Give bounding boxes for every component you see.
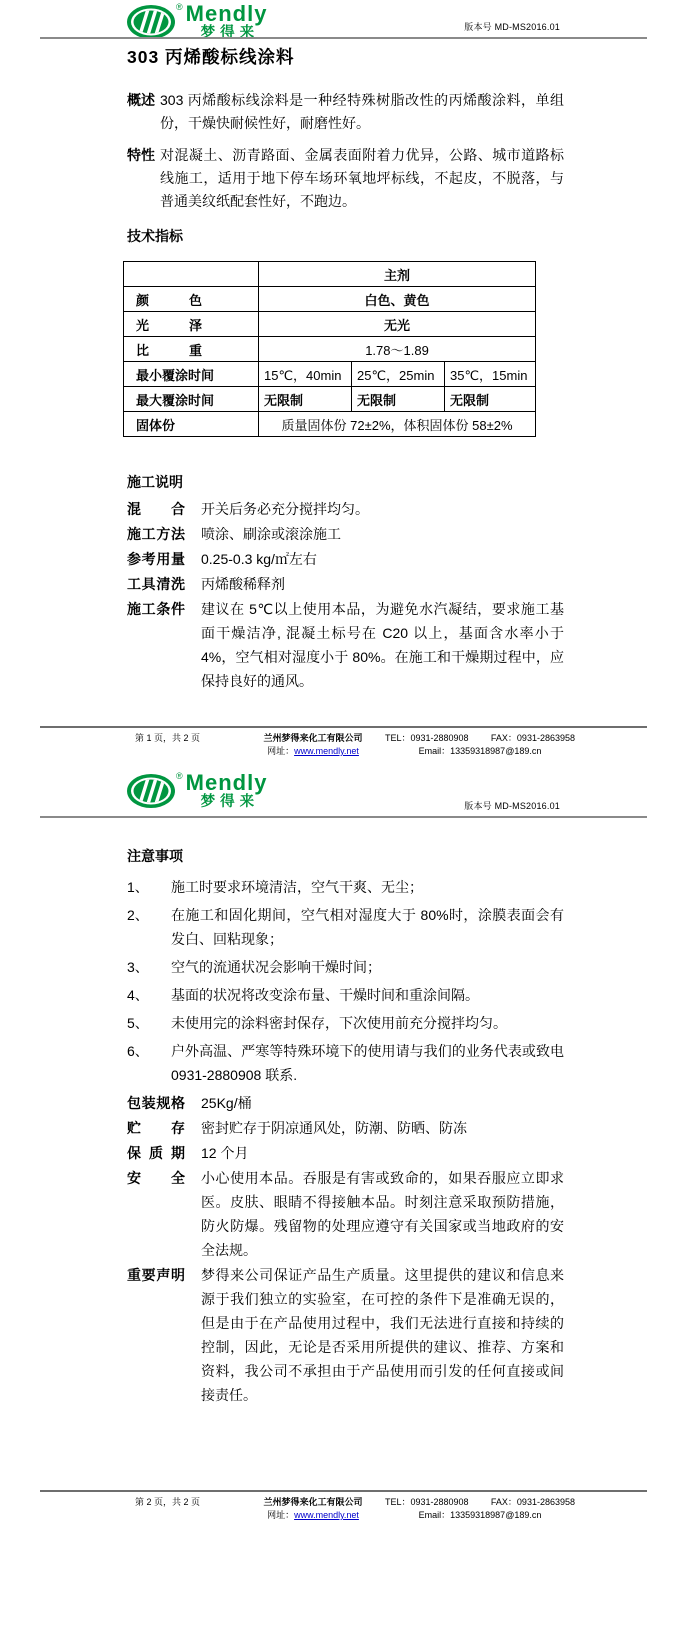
brand-name-cn: 梦得来 [200, 794, 260, 810]
tool-cleaning-label: 工具清洗 [127, 576, 185, 592]
method-label: 施工方法 [127, 526, 185, 542]
note-text: 基面的状况将改变涂布量、干燥时间和重涂间隔。 [171, 987, 479, 1003]
dosage-label: 参考用量 [127, 551, 185, 567]
features-paragraph [127, 144, 564, 213]
mixing-text: 开关后务必充分搅拌均匀。 [201, 501, 369, 517]
note-item [127, 983, 564, 1007]
table-row [124, 262, 536, 287]
note-item [127, 1011, 564, 1035]
method-text: 喷涂、刷涂或滚涂施工 [201, 526, 341, 542]
main-agent-header: 主剂 [259, 262, 536, 287]
color-label: 颜色 [136, 292, 202, 308]
tool-cleaning-text: 丙烯酸稀释剂 [201, 576, 285, 592]
table-row [124, 337, 536, 362]
max-recoat-3: 无限制 [445, 387, 536, 412]
tel-number: TEL：0931-2880908 [385, 733, 469, 743]
header-rule [40, 37, 647, 39]
table-row [124, 387, 536, 412]
brand-name-en: Mendly [185, 1, 268, 26]
storage-label: 贮存 [127, 1120, 185, 1136]
method-row [127, 522, 564, 546]
storage-text: 密封贮存于阴凉通风处，防潮、防晒、防冻 [201, 1120, 467, 1136]
packaging-text: 25Kg/桶 [201, 1095, 252, 1111]
min-recoat-25c: 25℃，25min [352, 362, 445, 387]
storage-row [127, 1116, 564, 1140]
tech-specs-table [123, 261, 536, 437]
email-address: Email：13359318987@189.cn [418, 1510, 542, 1520]
note-number: 1、 [127, 879, 149, 895]
empty-cell [124, 262, 259, 287]
table-row [124, 412, 536, 437]
note-number: 3、 [127, 959, 149, 975]
note-item [127, 875, 564, 899]
features-label: 特性 [127, 147, 155, 163]
shelf-life-row [127, 1141, 564, 1165]
mendly-logo-icon [126, 772, 180, 810]
gloss-label: 光泽 [136, 317, 202, 333]
min-recoat-15c: 15℃，40min [259, 362, 352, 387]
website-link[interactable]: www.mendly.net [294, 746, 359, 756]
min-recoat-label: 最小覆涂时间 [124, 362, 259, 387]
tool-cleaning-row [127, 572, 564, 596]
website-label: 网址： [267, 1510, 295, 1520]
mixing-label: 混合 [127, 501, 185, 517]
note-number: 4、 [127, 987, 149, 1003]
gloss-value: 无光 [259, 312, 536, 337]
website-label: 网址： [267, 746, 295, 756]
safety-label: 安全 [127, 1170, 185, 1186]
conditions-row [127, 597, 564, 693]
tech-specs-heading: 技术指标 [127, 228, 183, 244]
table-row [124, 362, 536, 387]
conditions-label: 施工条件 [127, 601, 185, 617]
table-row [124, 312, 536, 337]
version-label: 版本号 MD-MS2016.01 [464, 22, 560, 32]
table-row [124, 287, 536, 312]
note-text: 户外高温、严寒等特殊环境下的使用请与我们的业务代表或致电 0931-2880908 联系. [171, 1043, 564, 1083]
note-number: 2、 [127, 907, 149, 923]
conditions-text: 建议在 5℃以上使用本品，为避免水汽凝结，要求施工基面干燥洁净, 混凝土标号在 C20 以上，基面含水率小于 4%，空气相对湿度小于 80%。在施工和干燥期过程中，应保持良好的通风。 [201, 601, 564, 689]
note-number: 5、 [127, 1015, 149, 1031]
note-item [127, 1039, 564, 1087]
note-text: 在施工和固化期间，空气相对湿度大于 80%时，涂膜表面会有发白、回粘现象； [171, 907, 564, 947]
construction-heading: 施工说明 [127, 474, 183, 490]
note-text: 未使用完的涂料密封保存，下次使用前充分搅拌均匀。 [171, 1015, 507, 1031]
shelf-life-text: 12 个月 [201, 1145, 249, 1161]
note-text: 施工时要求环境清洁，空气干爽、无尘； [171, 879, 423, 895]
safety-text: 小心使用本品。吞服是有害或致命的，如果吞服应立即求医。皮肤、眼睛不得接触本品。时刻注意采取预防措施，防火防爆。残留物的处理应遵守有关国家或当地政府的安全法规。 [201, 1170, 564, 1258]
brand-name-en: Mendly [185, 770, 268, 795]
storage-safety-section [127, 1091, 564, 1407]
product-title: 303 丙烯酸标线涂料 [127, 47, 295, 67]
company-logo [126, 3, 267, 41]
precautions-list [127, 875, 564, 1087]
note-text: 空气的流通状况会影响干燥时间； [171, 959, 381, 975]
note-number: 6、 [127, 1043, 149, 1059]
construction-section [127, 497, 564, 693]
company-logo [126, 772, 267, 810]
shelf-life-label: 保质期 [127, 1145, 185, 1161]
packaging-label: 包装规格 [127, 1095, 185, 1111]
mixing-row [127, 497, 564, 521]
registered-trademark: ® [176, 771, 183, 781]
gravity-value: 1.78～1.89 [259, 337, 536, 362]
dosage-text: 0.25-0.3 kg/㎡左右 [201, 551, 317, 567]
precautions-heading: 注意事项 [127, 848, 183, 864]
gravity-label: 比重 [136, 342, 202, 358]
overview-paragraph [127, 89, 564, 135]
tel-number: TEL：0931-2880908 [385, 1497, 469, 1507]
page1-number: 第 1 页，共 2 页 [135, 733, 201, 743]
email-address: Email：13359318987@189.cn [418, 746, 542, 756]
mendly-logo-icon [126, 3, 180, 41]
features-text: 对混凝土、沥青路面、金属表面附着力优异，公路、城市道路标线施工，适用于地下停车场环氧地坪标线，不起皮，不脱落，与普通美纹纸配套性好，不跑边。 [160, 147, 564, 209]
safety-row [127, 1166, 564, 1262]
max-recoat-2: 无限制 [352, 387, 445, 412]
min-recoat-35c: 35℃，15min [445, 362, 536, 387]
disclaimer-label: 重要声明 [127, 1267, 185, 1283]
registered-trademark: ® [176, 2, 183, 12]
note-item [127, 955, 564, 979]
company-name: 兰州梦得来化工有限公司 [263, 1497, 363, 1507]
company-name: 兰州梦得来化工有限公司 [263, 733, 363, 743]
disclaimer-text: 梦得来公司保证产品生产质量。这里提供的建议和信息来源于我们独立的实验室，在可控的条件下是准确无误的，但是由于在产品使用过程中，我们无法进行直接和持续的控制，因此，无论是否采用所提供的建议、推荐、方案和资料，我公司不承担由于产品使用而引发的任何直接或间接责任。 [201, 1267, 564, 1403]
solids-label: 固体份 [124, 412, 259, 437]
fax-number: FAX：0931-2863958 [490, 733, 575, 743]
overview-label: 概述 [127, 92, 155, 108]
version-label: 版本号 MD-MS2016.01 [464, 801, 560, 811]
overview-text: 303 丙烯酸标线涂料是一种经特殊树脂改性的丙烯酸涂料，单组份，干燥快耐候性好，耐磨性好。 [160, 92, 564, 131]
max-recoat-label: 最大覆涂时间 [124, 387, 259, 412]
fax-number: FAX：0931-2863958 [490, 1497, 575, 1507]
page1-footer [40, 726, 647, 758]
solids-value: 质量固体份 72±2%，体积固体份 58±2% [259, 412, 536, 437]
page1-content [127, 89, 564, 694]
color-value: 白色、黄色 [259, 287, 536, 312]
page2-footer [40, 1490, 647, 1522]
header-rule [40, 816, 647, 818]
dosage-row [127, 547, 564, 571]
page2-number: 第 2 页，共 2 页 [135, 1497, 201, 1507]
disclaimer-row [127, 1263, 564, 1407]
packaging-row [127, 1091, 564, 1115]
note-item [127, 903, 564, 951]
website-link[interactable]: www.mendly.net [294, 1510, 359, 1520]
page2-content [127, 845, 564, 1408]
max-recoat-1: 无限制 [259, 387, 352, 412]
brand-name-cn: 梦得来 [200, 25, 260, 41]
